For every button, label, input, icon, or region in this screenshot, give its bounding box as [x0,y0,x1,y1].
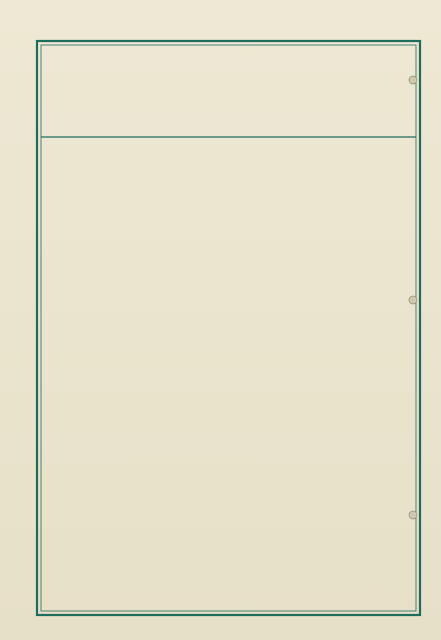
binding-hole-bottom [409,511,417,519]
inner-border [41,45,416,611]
binding-hole-top [409,76,417,84]
binding-hole-middle [409,296,417,304]
outer-border [37,41,420,615]
